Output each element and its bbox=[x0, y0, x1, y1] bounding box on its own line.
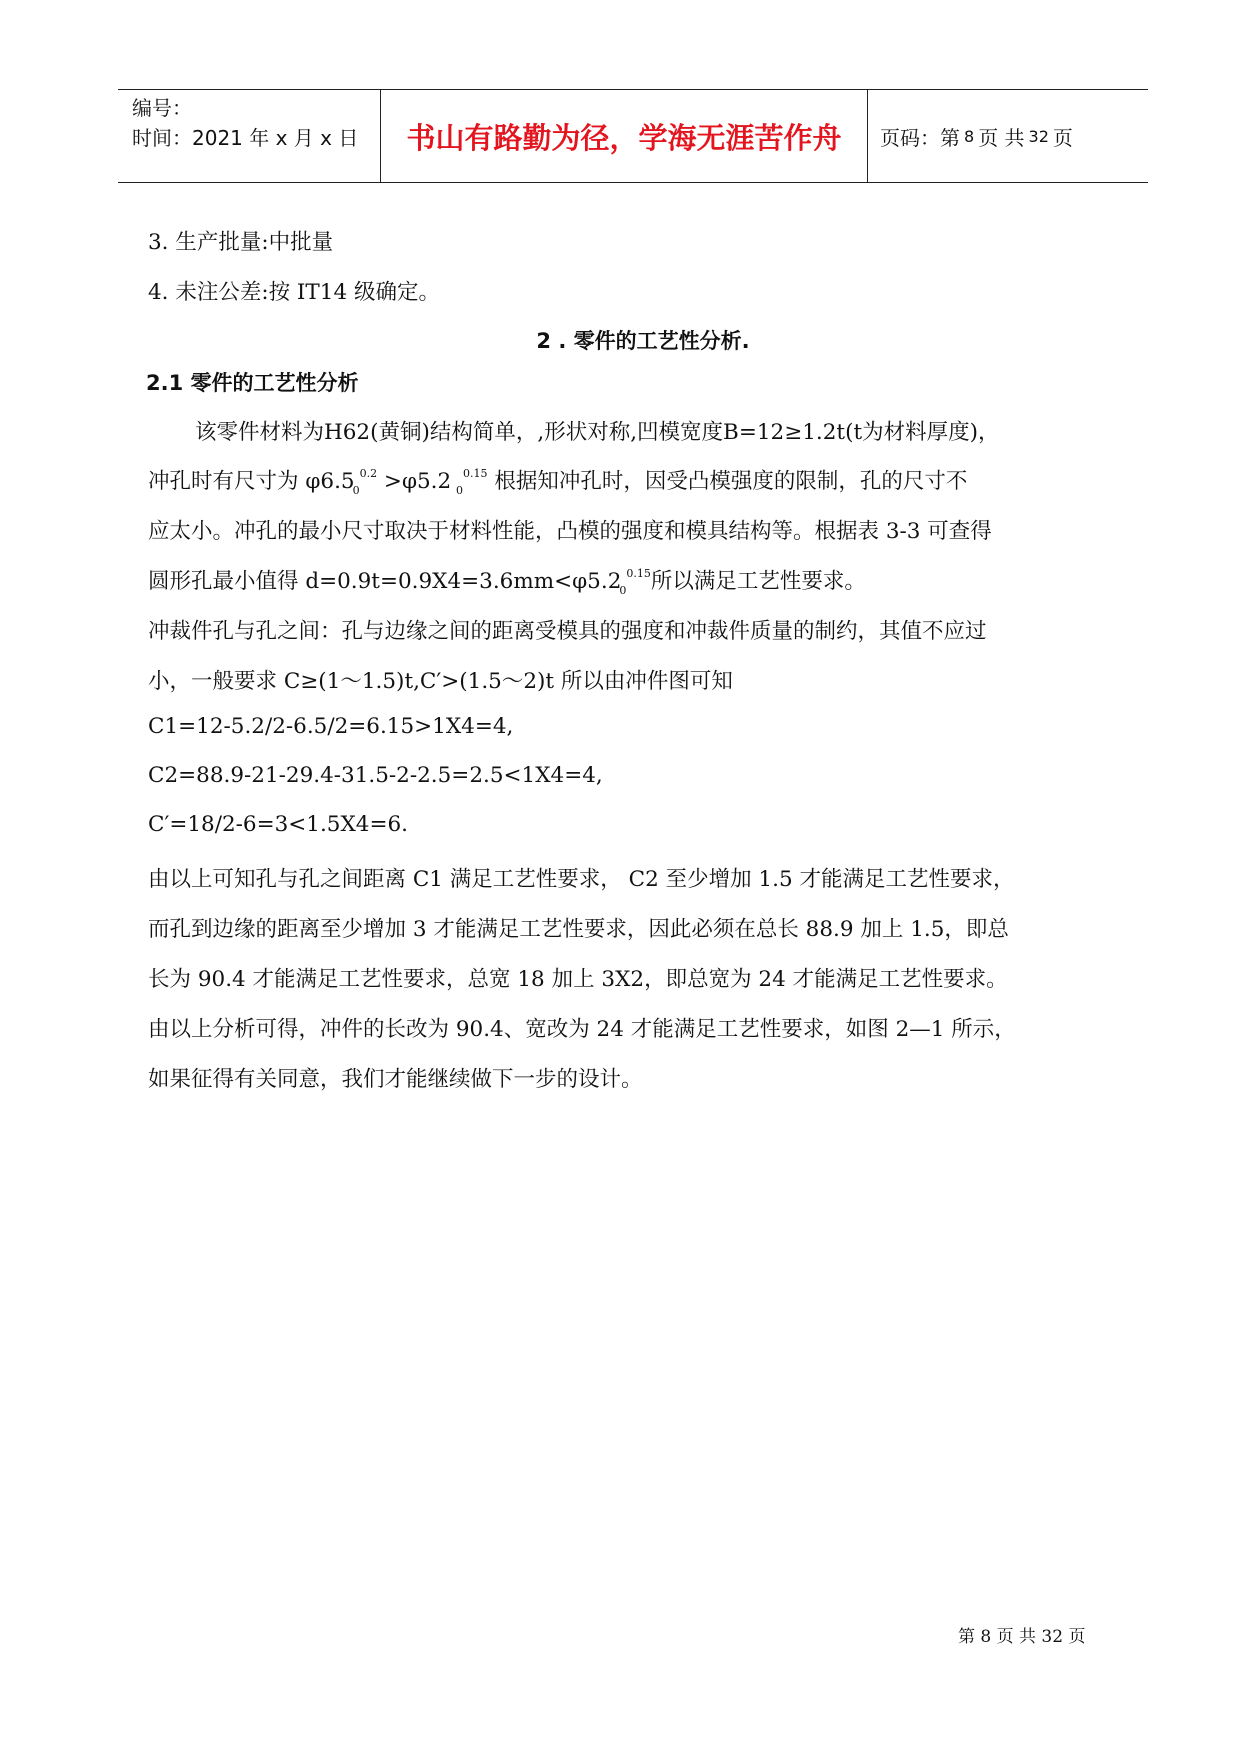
number-label: 编号： bbox=[132, 96, 192, 120]
paragraph-3-line-2: 而孔到边缘的距离至少增加 3 才能满足工艺性要求，因此必须在总长 88.9 加上 1.5，即总 bbox=[148, 917, 1009, 942]
section-title: 2 . 零件的工艺性分析. bbox=[536, 329, 750, 353]
page-header bbox=[118, 89, 1148, 183]
list-item-4: 4. 未注公差:按 IT14 级确定。 bbox=[148, 280, 440, 305]
paragraph-1-line-3: 应太小。冲孔的最小尺寸取决于材料性能，凸模的强度和模具结构等。根据表 3-3 可查得 bbox=[148, 519, 992, 544]
page-mid: 页 共 bbox=[978, 125, 1025, 150]
p1-line4-part-b: 所以满足工艺性要求。 bbox=[650, 569, 866, 594]
list-item-3: 3. 生产批量:中批量 bbox=[148, 230, 334, 255]
page-label: 页码：第 bbox=[880, 125, 960, 150]
header-motto-cell bbox=[380, 90, 868, 182]
tolerance-upper: 0.15 bbox=[463, 467, 488, 480]
page-total: 32 bbox=[1028, 126, 1049, 146]
paragraph-1-line-1: 该零件材料为H62(黄铜)结构简单，,形状对称,凹模宽度B=12≥1.2t(t为材料厚度)， bbox=[195, 420, 1000, 445]
equation-c1: C1=12-5.2/2-6.5/2=6.15>1X4=4, bbox=[148, 714, 514, 739]
paragraph-4-line-1: 由以上分析可得，冲件的长改为 90.4、宽改为 24 才能满足工艺性要求，如图 2—1 所示， bbox=[148, 1017, 1016, 1042]
paragraph-3-line-1: 由以上可知孔与孔之间距离 C1 满足工艺性要求， C2 至少增加 1.5 才能满足工艺性要求， bbox=[148, 867, 1015, 892]
header-page-info bbox=[868, 90, 1148, 182]
equation-c2: C2=88.9-21-29.4-31.5-2-2.5=2.5<1X4=4, bbox=[148, 763, 603, 788]
time-value: 2021 年 x 月 x 日 bbox=[192, 126, 359, 150]
page-footer: 第 8 页 共 32 页 bbox=[958, 1627, 1086, 1647]
time-line bbox=[132, 123, 380, 153]
tolerance-lower: 0 bbox=[619, 584, 627, 597]
p1-line2-part-a: 冲孔时有尺寸为 φ6.5 bbox=[148, 469, 355, 494]
tolerance-lower: 0 bbox=[352, 484, 360, 497]
motto-text: 书山有路勤为径，学海无涯苦作舟 bbox=[406, 120, 842, 155]
equation-c-prime: C′=18/2-6=3<1.5X4=6. bbox=[148, 812, 408, 837]
time-label: 时间： bbox=[132, 126, 192, 150]
p1-line2-part-c: 根据知冲孔时，因受凸模强度的限制，孔的尺寸不 bbox=[487, 469, 968, 494]
paragraph-2-line-1: 冲裁件孔与孔之间：孔与边缘之间的距离受模具的强度和冲裁件质量的制约，其值不应过 bbox=[148, 619, 987, 644]
paragraph-3-line-3: 长为 90.4 才能满足工艺性要求，总宽 18 加上 3X2，即总宽为 24 才能满足工艺性要求。 bbox=[148, 967, 1008, 992]
subsection-title: 2.1 零件的工艺性分析 bbox=[146, 371, 359, 395]
tolerance-upper: 0.2 bbox=[359, 467, 378, 480]
page-current: 8 bbox=[964, 126, 975, 146]
header-meta bbox=[118, 90, 380, 182]
tolerance-upper: 0.15 bbox=[626, 567, 651, 580]
paragraph-1-line-2 bbox=[148, 464, 967, 497]
tolerance-lower: 0 bbox=[456, 484, 464, 497]
page-end: 页 bbox=[1052, 125, 1073, 150]
paragraph-2-line-2: 小，一般要求 C≥(1～1.5)t,C′>(1.5～2)t 所以由冲件图可知 bbox=[148, 669, 733, 694]
paragraph-4-line-2: 如果征得有关同意，我们才能继续做下一步的设计。 bbox=[148, 1067, 643, 1092]
paragraph-1-line-4 bbox=[148, 564, 866, 597]
p1-line4-part-a: 圆形孔最小值得 d=0.9t=0.9X4=3.6mm<φ5.2 bbox=[148, 569, 622, 594]
p1-line2-part-b: >φ5.2 bbox=[377, 469, 459, 494]
